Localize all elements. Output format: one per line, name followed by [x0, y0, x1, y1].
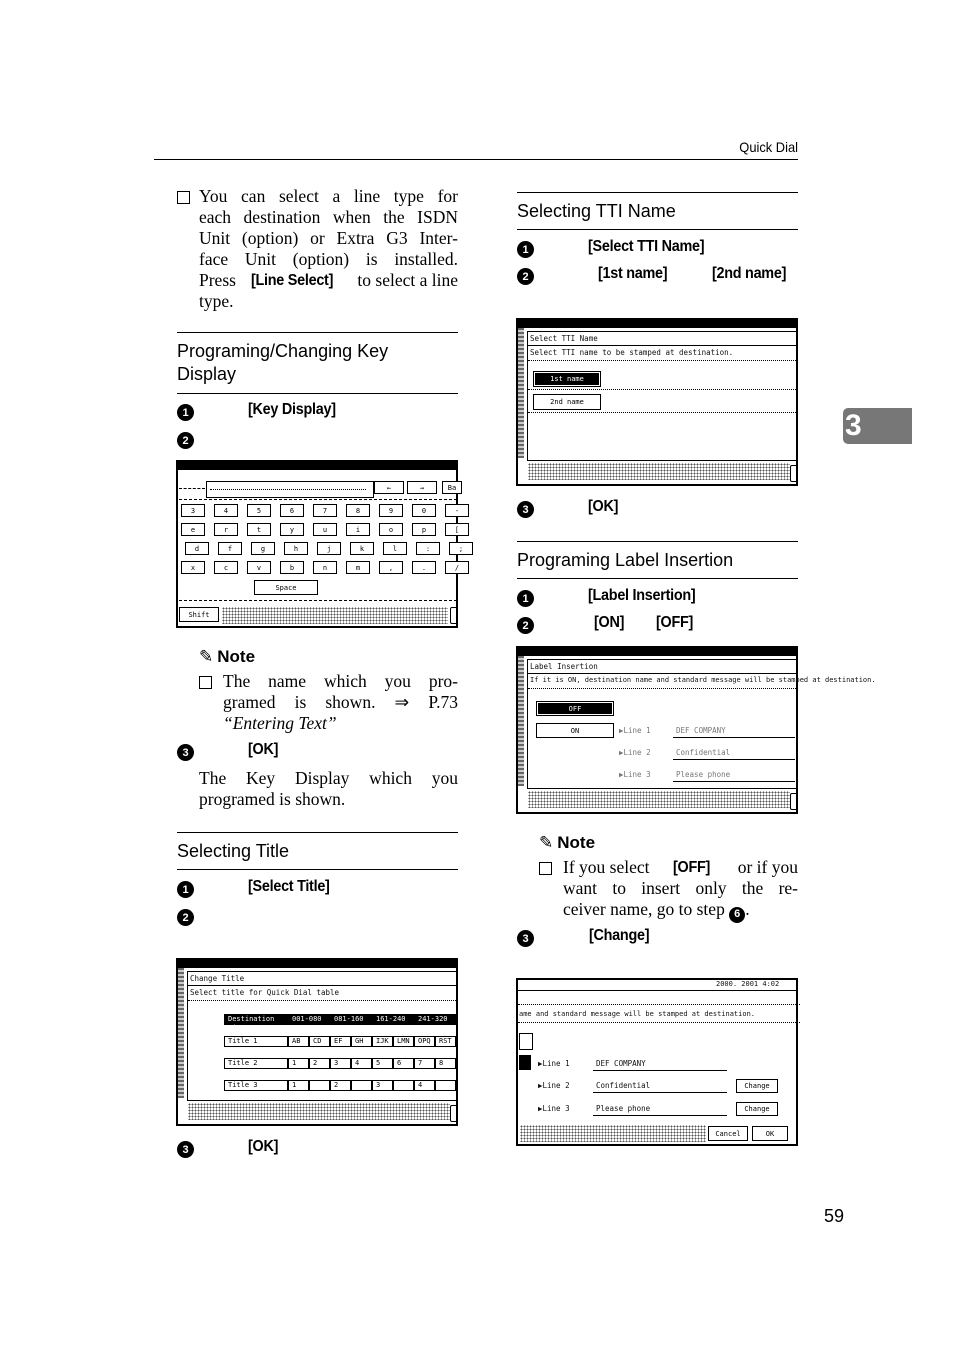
keyboard-key[interactable]: d — [185, 542, 209, 555]
table-cell[interactable]: 8 — [435, 1058, 456, 1069]
keyboard-key[interactable]: e — [181, 523, 205, 536]
change-key: [Change] — [589, 927, 650, 944]
keyboard-key[interactable]: n — [313, 561, 337, 574]
table-cell[interactable]: AB — [288, 1036, 309, 1047]
section-rule — [177, 869, 458, 870]
keyboard-screen — [176, 460, 464, 628]
note-key-display: ✎ Note The name which you pro- gramed is shown. ⇒ P.73 “Entering Text” — [199, 647, 458, 733]
right-arrow-key[interactable]: → — [407, 481, 437, 494]
table-cell[interactable]: OPQ — [414, 1036, 435, 1047]
keyboard-key[interactable]: 9 — [379, 504, 403, 517]
step-number: 2 — [517, 268, 534, 285]
table-cell[interactable]: Title 1 — [224, 1036, 288, 1047]
pencil-icon: ✎ — [539, 833, 554, 853]
section-rule — [177, 832, 458, 833]
shift-key[interactable]: Shift — [179, 607, 219, 622]
step-number: 1 — [177, 404, 194, 421]
keyboard-key[interactable]: u — [313, 523, 337, 536]
left-arrow-key[interactable]: ← — [374, 481, 404, 494]
on-key: [ON] — [594, 614, 625, 631]
keyboard-key[interactable]: v — [247, 561, 271, 574]
step-number: 1 — [177, 881, 194, 898]
screen-header: Label Insertion — [530, 662, 598, 671]
keyboard-key[interactable]: x — [181, 561, 205, 574]
step-number: 3 — [177, 744, 194, 761]
keyboard-key[interactable]: o — [379, 523, 403, 536]
step-number: 2 — [517, 617, 534, 634]
step-number: 1 — [517, 590, 534, 607]
space-key[interactable]: Space — [254, 580, 318, 595]
table-cell[interactable]: 3 — [372, 1080, 393, 1091]
keyboard-key[interactable]: ; — [449, 542, 473, 555]
keyboard-key[interactable]: : — [416, 542, 440, 555]
keyboard-key[interactable]: y — [280, 523, 304, 536]
on-button[interactable]: ON — [536, 723, 614, 738]
select-tti-name-key: [Select TTI Name] — [588, 238, 705, 255]
table-cell[interactable]: Destination List — [224, 1014, 288, 1025]
line-value: DEF COMPANY — [596, 1059, 646, 1068]
table-cell[interactable] — [309, 1080, 330, 1091]
step-number: 2 — [177, 909, 194, 926]
table-cell[interactable]: 1 — [288, 1058, 309, 1069]
keyboard-key[interactable]: [ — [445, 523, 469, 536]
table-cell[interactable]: 5 — [372, 1058, 393, 1069]
screen-instruction: ame and standard message will be stamped at destination. — [519, 1010, 756, 1018]
running-title: Quick Dial — [739, 139, 798, 155]
screen-instruction: If it is ON, destination name and standard message will be stamped at destination. — [530, 676, 876, 684]
table-cell[interactable]: LMN — [393, 1036, 414, 1047]
step-number: 3 — [177, 1141, 194, 1158]
keyboard-key[interactable]: 4 — [214, 504, 238, 517]
keyboard-key[interactable]: h — [284, 542, 308, 555]
step-number: 3 — [517, 501, 534, 518]
keyboard-key[interactable]: . — [412, 561, 436, 574]
label-insertion-screen — [516, 646, 876, 814]
line-type-note: You can select a line type for each destination when the ISDN Unit (option) or Extra G3 Inter- face Unit (option) is installed. Press [Line Select] to select a line type. — [177, 186, 458, 312]
tti-name-screen — [516, 318, 798, 486]
table-cell[interactable]: IJK — [372, 1036, 393, 1047]
table-cell[interactable]: 7 — [414, 1058, 435, 1069]
keyboard-key[interactable]: 3 — [181, 504, 205, 517]
keyboard-key[interactable]: r — [214, 523, 238, 536]
table-cell[interactable]: Title 3 — [224, 1080, 288, 1091]
keyboard-key[interactable]: f — [218, 542, 242, 555]
keyboard-key[interactable]: 6 — [280, 504, 304, 517]
table-cell[interactable] — [435, 1080, 456, 1091]
table-cell[interactable]: Title 2 — [224, 1058, 288, 1069]
table-cell[interactable]: RST — [435, 1036, 456, 1047]
step-number: 2 — [177, 432, 194, 449]
line-label: ▶Line 2 — [619, 748, 651, 757]
first-name-key: [1st name] — [598, 265, 668, 282]
cancel-button[interactable]: Cancel — [708, 1126, 748, 1141]
keyboard-key[interactable]: i — [346, 523, 370, 536]
line-label: ▶Line 1 — [538, 1059, 570, 1068]
step-reference: 6 — [729, 907, 745, 923]
keyboard-key[interactable]: - — [445, 504, 469, 517]
table-cell[interactable]: 6 — [393, 1058, 414, 1069]
line-value: Please phone — [676, 770, 731, 779]
line-label: ▶Line 3 — [619, 770, 651, 779]
ok-key: [OK] — [588, 498, 619, 515]
table-cell[interactable]: 161-240 — [372, 1014, 414, 1025]
off-key: [OFF] — [656, 614, 694, 631]
note-label-insertion: ✎ Note If you select [OFF] or if you want to insert only the re- ceiver name, go to step 6 . — [539, 833, 798, 923]
key-display-result: The Key Display which you programed is shown. — [199, 768, 458, 809]
screen-instruction: Select title for Quick Dial table — [190, 988, 340, 997]
table-cell[interactable]: GH — [351, 1036, 372, 1047]
ok-key: [OK] — [248, 741, 279, 758]
table-cell[interactable]: CD — [309, 1036, 330, 1047]
change-title-screen — [176, 958, 458, 1126]
line-value: Confidential — [596, 1081, 651, 1090]
keyboard-key[interactable]: p — [412, 523, 436, 536]
keyboard-key[interactable]: c — [214, 561, 238, 574]
table-cell[interactable]: 4 — [351, 1058, 372, 1069]
keyboard-key[interactable]: j — [317, 542, 341, 555]
ok-key: [OK] — [248, 1138, 279, 1155]
checkbox-icon — [539, 862, 552, 875]
keyboard-key[interactable]: 0 — [412, 504, 436, 517]
keyboard-key[interactable]: m — [346, 561, 370, 574]
section-rule — [177, 332, 458, 333]
ok-button[interactable]: OK — [752, 1126, 788, 1141]
line-value: Confidential — [676, 748, 731, 757]
step-number: 3 — [517, 930, 534, 947]
section-title-label-insertion: Programing Label Insertion — [517, 550, 734, 570]
keyboard-key[interactable]: g — [251, 542, 275, 555]
table-cell[interactable]: 081-160 — [330, 1014, 372, 1025]
screen-instruction: Select TTI name to be stamped at destination. — [530, 348, 734, 357]
table-cell[interactable]: 2 — [330, 1080, 351, 1091]
line-value: Please phone — [596, 1104, 651, 1113]
line-label: ▶Line 2 — [538, 1081, 570, 1090]
line-label: ▶Line 3 — [538, 1104, 570, 1113]
change-button[interactable]: Change — [736, 1079, 778, 1093]
section-rule — [517, 578, 798, 579]
first-name-button[interactable]: 1st name — [533, 371, 601, 387]
section-rule — [517, 541, 798, 542]
keyboard-key[interactable]: / — [445, 561, 469, 574]
pencil-icon: ✎ — [199, 647, 214, 667]
table-cell[interactable] — [393, 1080, 414, 1091]
table-cell[interactable]: 3 — [330, 1058, 351, 1069]
keyboard-key[interactable]: 7 — [313, 504, 337, 517]
table-cell[interactable]: 4 — [414, 1080, 435, 1091]
page-number: 59 — [823, 1206, 844, 1226]
keyboard-key[interactable]: 8 — [346, 504, 370, 517]
second-name-key: [2nd name] — [712, 265, 787, 282]
label-insertion-key: [Label Insertion] — [588, 587, 696, 604]
table-cell[interactable]: 241-320 — [414, 1014, 456, 1025]
chapter-tab: 3 — [843, 408, 912, 444]
table-cell[interactable] — [351, 1080, 372, 1091]
section-rule — [517, 229, 798, 230]
section-title-key-display: Programing/Changing Key Display — [177, 341, 389, 384]
keyboard-key[interactable]: 5 — [247, 504, 271, 517]
off-button[interactable]: OFF — [536, 701, 614, 716]
line-label: ▶Line 1 — [619, 726, 651, 735]
keyboard-key[interactable]: b — [280, 561, 304, 574]
section-title-selecting-title: Selecting Title — [177, 841, 290, 861]
backspace-key[interactable]: Ba — [442, 481, 462, 494]
change-button[interactable]: Change — [736, 1102, 778, 1116]
table-cell[interactable]: 2 — [309, 1058, 330, 1069]
keyboard-key[interactable]: k — [350, 542, 374, 555]
checkbox-icon — [199, 676, 212, 689]
keyboard-key[interactable]: l — [383, 542, 407, 555]
screen-header: Change Title — [190, 974, 245, 983]
checkbox-icon — [177, 191, 190, 204]
label-change-screen — [516, 978, 798, 1146]
section-title-tti: Selecting TTI Name — [517, 201, 676, 221]
datetime: 2000. 2001 4:02 — [716, 980, 780, 988]
step-number: 1 — [517, 241, 534, 258]
screen-header: Select TTI Name — [530, 334, 598, 343]
section-rule — [517, 192, 798, 193]
line-value: DEF COMPANY — [676, 726, 726, 735]
keyboard-key[interactable]: , — [379, 561, 403, 574]
keyboard-key[interactable]: t — [247, 523, 271, 536]
section-rule — [177, 393, 458, 394]
second-name-button[interactable]: 2nd name — [533, 394, 601, 410]
header-rule — [154, 159, 798, 160]
table-cell[interactable]: EF — [330, 1036, 351, 1047]
table-cell[interactable]: 001-080 — [288, 1014, 330, 1025]
select-title-key: [Select Title] — [248, 878, 330, 895]
key-display-key: [Key Display] — [248, 401, 336, 418]
table-cell[interactable]: 1 — [288, 1080, 309, 1091]
